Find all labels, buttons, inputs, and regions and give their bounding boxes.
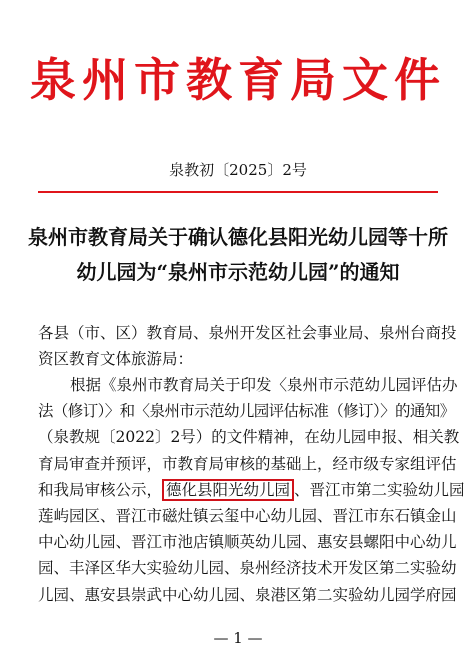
body-line-7: 中心幼儿园、晋江市池店镇顺英幼儿园、惠安县螺阳中心幼儿 (38, 533, 457, 552)
body-line-8: 园、丰泽区华大实验幼儿园、泉州经济技术开发区第二实验幼 (38, 559, 457, 578)
body-line-6: 莲屿园区、晋江市磁灶镇云玺中心幼儿园、晋江市东石镇金山 (38, 506, 457, 525)
page-number: — 1 — (213, 629, 263, 647)
notice-title (26, 220, 450, 290)
body-line-3: （泉教规〔2022〕2号）的文件精神，在幼儿园申报、相关教 (38, 428, 460, 447)
body-line-4: 育局审查并预评，市教育局审核的基础上，经市级专家组评估 (38, 454, 457, 473)
body-line-1: 根据《泉州市教育局关于印发〈泉州市示范幼儿园评估办 (70, 376, 458, 394)
recipients-paragraph (38, 320, 457, 372)
body-line-5 (38, 477, 465, 503)
body-line-2: 法（修订）〉和〈泉州市示范幼儿园评估标准（修订）〉的通知》 (38, 402, 455, 421)
recipients-line-2: 资区教育文体旅游局： (38, 350, 194, 368)
notice-title-line-2: 幼儿园为“泉州市示范幼儿园”的通知 (76, 260, 400, 284)
body-line-9: 儿园、惠安县崇武中心幼儿园、泉港区第二实验幼儿园学府园 (38, 585, 457, 604)
document-header-title: 泉州市教育局文件 (30, 53, 446, 107)
highlighted-kindergarten-name: 德化县阳光幼儿园 (162, 479, 294, 501)
red-divider-line (38, 191, 438, 193)
body-line-5-suffix: 、晋江市第二实验幼儿园 (294, 480, 465, 499)
body-line-5-prefix: 和我局审核公示， (38, 480, 163, 499)
body-paragraph (38, 372, 465, 608)
recipients-line-1: 各县（市、区）教育局、泉州开发区社会事业局、泉州台商投 (38, 324, 457, 342)
notice-title-line-1: 泉州市教育局关于确认德化县阳光幼儿园等十所 (28, 225, 448, 249)
document-number: 泉教初〔2025〕2号 (169, 161, 307, 179)
